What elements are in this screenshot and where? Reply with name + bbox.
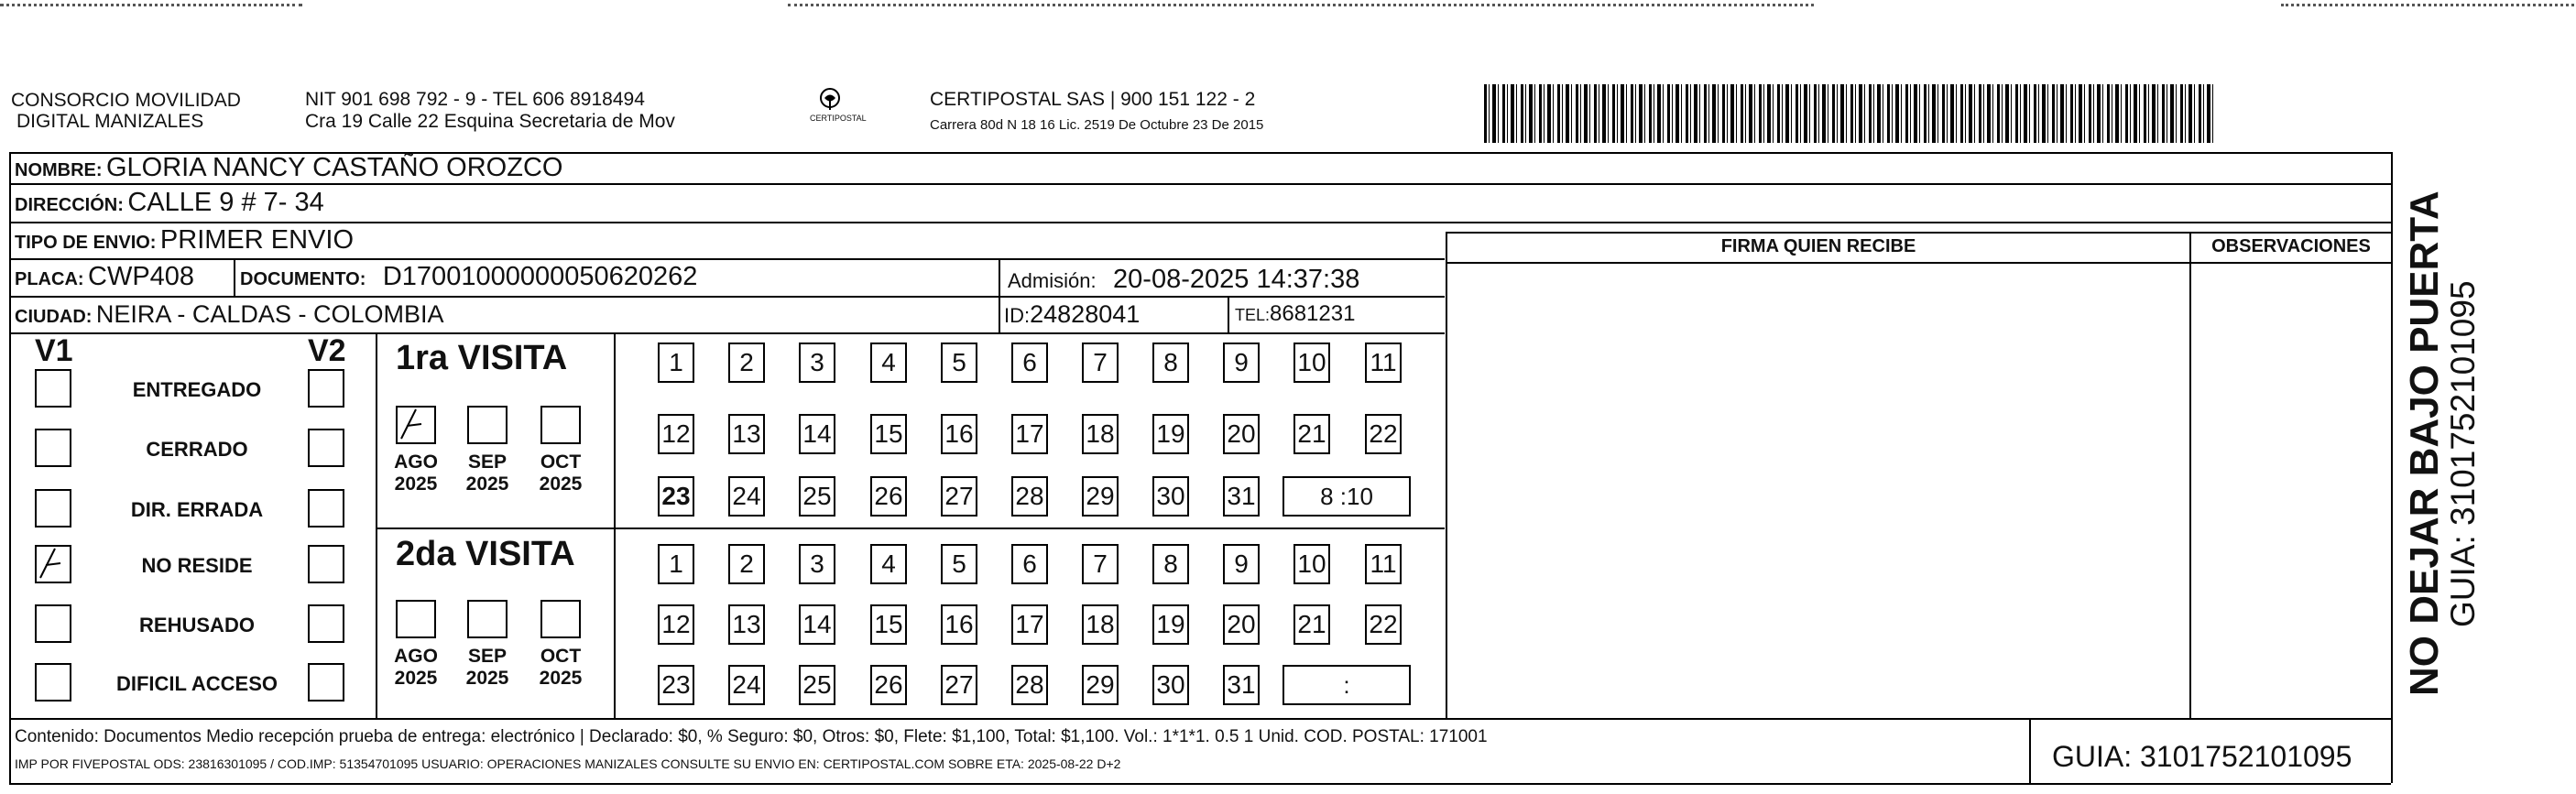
- day-box[interactable]: 23: [658, 476, 694, 517]
- day-box[interactable]: 5: [941, 343, 977, 383]
- perforation-left: [0, 4, 302, 6]
- logo-caption: CERTIPOSTAL: [810, 114, 867, 123]
- day-box[interactable]: 6: [1011, 544, 1048, 584]
- certipostal-logo-icon: [813, 88, 846, 110]
- v1-checkbox[interactable]: [35, 429, 71, 467]
- placa-divider: [234, 258, 235, 296]
- side-guia: GUIA: 3101752101095: [2444, 280, 2482, 627]
- contenido-line: Contenido: Documentos Medio recepción prueba de entrega: electrónico | Declarado: $0, % Seguro: $0, Otros: $0, Flete: $1,100, Total: $1,100. Vol.: 1*1*1. 0.5 1 Unid. COD. POSTAL: 171001: [15, 727, 1488, 746]
- day-box[interactable]: 8: [1152, 343, 1189, 383]
- carrier-line-2: Carrera 80d N 18 16 Lic. 2519 De Octubre 23 De 2015: [930, 117, 1264, 133]
- direccion-label: DIRECCIÓN:: [15, 195, 124, 215]
- day-box[interactable]: 26: [870, 476, 907, 517]
- v2-header: V2: [308, 333, 346, 368]
- frame-right: [2391, 152, 2393, 783]
- status-option-label: ENTREGADO: [132, 378, 262, 401]
- day-box[interactable]: 18: [1082, 414, 1119, 454]
- day-box[interactable]: 27: [941, 665, 977, 705]
- day-box[interactable]: 28: [1011, 665, 1048, 705]
- v1-checkbox[interactable]: [35, 369, 71, 408]
- day-box[interactable]: 20: [1223, 604, 1260, 645]
- documento-value: D17001000000050620262: [382, 262, 698, 291]
- day-box[interactable]: 4: [870, 343, 907, 383]
- v2-checkbox[interactable]: [308, 545, 344, 583]
- status-option-label: NO RESIDE: [141, 554, 253, 577]
- footer-top: [9, 718, 2391, 720]
- day-box[interactable]: 14: [799, 604, 835, 645]
- day-box[interactable]: 15: [870, 414, 907, 454]
- id-row: [1004, 299, 1140, 334]
- day-box[interactable]: 3: [799, 343, 835, 383]
- day-box[interactable]: 13: [728, 604, 765, 645]
- status-option-label: CERRADO: [146, 438, 248, 461]
- day-box[interactable]: 1: [658, 343, 694, 383]
- v1-checkbox[interactable]: [35, 545, 71, 583]
- day-box[interactable]: 29: [1082, 476, 1119, 517]
- ciudad-value: NEIRA - CALDAS - COLOMBIA: [95, 300, 444, 328]
- day-box[interactable]: 7: [1082, 343, 1119, 383]
- day-box[interactable]: 18: [1082, 604, 1119, 645]
- day-box[interactable]: 13: [728, 414, 765, 454]
- day-box[interactable]: 12: [658, 604, 694, 645]
- carrier-line-1: CERTIPOSTAL SAS | 900 151 122 - 2: [930, 89, 1256, 110]
- day-box[interactable]: 17: [1011, 604, 1048, 645]
- day-box[interactable]: 4: [870, 544, 907, 584]
- time-box[interactable]: 8 :10: [1283, 476, 1411, 517]
- v2-checkbox[interactable]: [308, 369, 344, 408]
- day-box[interactable]: 8: [1152, 544, 1189, 584]
- day-box[interactable]: 16: [941, 604, 977, 645]
- day-box[interactable]: 11: [1365, 544, 1402, 584]
- day-box[interactable]: 6: [1011, 343, 1048, 383]
- day-box[interactable]: 22: [1365, 414, 1402, 454]
- admision-value: 20-08-2025 14:37:38: [1113, 265, 1360, 294]
- signature-field[interactable]: [1449, 265, 2188, 716]
- day-box[interactable]: 24: [728, 476, 765, 517]
- documento-row: [240, 261, 697, 297]
- status-option-label: DIR. ERRADA: [130, 498, 264, 521]
- status-option-label: REHUSADO: [139, 614, 255, 636]
- footer-guia: GUIA: 3101752101095: [2052, 740, 2352, 773]
- day-box[interactable]: 3: [799, 544, 835, 584]
- nit-line: NIT 901 698 792 - 9 - TEL 606 8918494: [305, 89, 645, 110]
- v2-checkbox[interactable]: [308, 429, 344, 467]
- month-label: SEP 2025: [465, 451, 509, 495]
- day-box[interactable]: 2: [728, 544, 765, 584]
- month-label: OCT 2025: [539, 451, 583, 495]
- company-name-2: DIGITAL MANIZALES: [16, 111, 204, 132]
- day-box[interactable]: 7: [1082, 544, 1119, 584]
- day-box[interactable]: 15: [870, 604, 907, 645]
- day-box[interactable]: 23: [658, 665, 694, 705]
- day-box[interactable]: 19: [1152, 414, 1189, 454]
- month-label: AGO 2025: [394, 451, 438, 495]
- observaciones-field[interactable]: [2192, 265, 2389, 716]
- sig-left: [1446, 232, 1447, 718]
- ciudad-label: CIUDAD:: [15, 307, 93, 327]
- tel-value: 8681231: [1270, 301, 1356, 326]
- no-dejar-bajo-puerta: NO DEJAR BAJO PUERTA: [2402, 190, 2447, 696]
- tipo-label: TIPO DE ENVIO:: [15, 233, 157, 253]
- day-box[interactable]: 5: [941, 544, 977, 584]
- day-box[interactable]: 14: [799, 414, 835, 454]
- day-box[interactable]: 19: [1152, 604, 1189, 645]
- placa-label: PLACA:: [15, 269, 84, 289]
- day-box[interactable]: 21: [1293, 604, 1330, 645]
- visit2-title: 2da VISITA: [396, 535, 575, 573]
- day-box[interactable]: 11: [1365, 343, 1402, 383]
- day-box[interactable]: 20: [1223, 414, 1260, 454]
- perforation-middle: [788, 4, 1814, 6]
- day-box[interactable]: 9: [1223, 544, 1260, 584]
- month-label: OCT 2025: [539, 646, 583, 689]
- v1-checkbox[interactable]: [35, 604, 71, 643]
- day-box[interactable]: 31: [1223, 476, 1260, 517]
- v1-checkbox[interactable]: [35, 663, 71, 702]
- id-label: ID:: [1004, 304, 1031, 327]
- day-box[interactable]: 9: [1223, 343, 1260, 383]
- month-checkbox[interactable]: [396, 406, 436, 444]
- day-box[interactable]: 27: [941, 476, 977, 517]
- direccion-row: [15, 187, 324, 223]
- day-box[interactable]: 30: [1152, 476, 1189, 517]
- time-box[interactable]: :: [1283, 665, 1411, 705]
- day-box[interactable]: 21: [1293, 414, 1330, 454]
- frame-left: [9, 152, 11, 783]
- month-checkbox[interactable]: [540, 406, 581, 444]
- tel-label: TEL:: [1235, 306, 1271, 324]
- status-divider: [376, 332, 377, 718]
- company-name-1: CONSORCIO MOVILIDAD: [11, 90, 241, 111]
- admision-divider: [999, 258, 1000, 332]
- month-checkbox[interactable]: [467, 600, 508, 638]
- month-label: SEP 2025: [465, 646, 509, 689]
- day-box[interactable]: 25: [799, 665, 835, 705]
- nombre-row: [15, 152, 562, 188]
- id-value: 24828041: [1030, 300, 1141, 328]
- months-divider: [614, 332, 616, 718]
- day-box[interactable]: 26: [870, 665, 907, 705]
- day-box[interactable]: 31: [1223, 665, 1260, 705]
- day-box[interactable]: 25: [799, 476, 835, 517]
- day-box[interactable]: 28: [1011, 476, 1048, 517]
- v1-header: V1: [35, 333, 73, 368]
- month-checkbox[interactable]: [467, 406, 508, 444]
- month-checkbox[interactable]: [540, 600, 581, 638]
- imp-line: IMP POR FIVEPOSTAL ODS: 23816301095 / COD.IMP: 51354701095 USUARIO: OPERACIONES MANIZALES CONSULTE SU ENVIO EN: CERTIPOSTAL.COM SOBRE ETA: 2025-08-22 D+2: [15, 756, 1121, 771]
- firma-label: FIRMA QUIEN RECIBE: [1720, 236, 1916, 256]
- observaciones-label: OBSERVACIONES: [2211, 236, 2371, 256]
- day-box[interactable]: 30: [1152, 665, 1189, 705]
- day-box[interactable]: 29: [1082, 665, 1119, 705]
- v1-checkbox[interactable]: [35, 489, 71, 528]
- address-line: Cra 19 Calle 22 Esquina Secretaria de Mov: [305, 111, 675, 132]
- perforation-right: [2281, 4, 2574, 6]
- day-box[interactable]: 2: [728, 343, 765, 383]
- day-box[interactable]: 10: [1293, 343, 1330, 383]
- barcode: [1484, 84, 2217, 143]
- visit1-title: 1ra VISITA: [396, 339, 568, 377]
- frame-bottom: [9, 783, 2391, 785]
- tipo-value: PRIMER ENVIO: [159, 225, 355, 255]
- day-box[interactable]: 1: [658, 544, 694, 584]
- sig-header-top: [1447, 232, 2391, 234]
- obs-left: [2189, 232, 2191, 718]
- documento-label: DOCUMENTO:: [240, 269, 366, 289]
- sig-header-bottom: [1447, 262, 2391, 264]
- nombre-value: GLORIA NANCY CASTAÑO OROZCO: [106, 153, 563, 182]
- v2-checkbox[interactable]: [308, 663, 344, 702]
- status-option-label: DIFICIL ACCESO: [115, 672, 278, 695]
- direccion-value: CALLE 9 # 7- 34: [127, 188, 324, 217]
- day-box[interactable]: 12: [658, 414, 694, 454]
- month-checkbox[interactable]: [396, 600, 436, 638]
- tel-divider: [1228, 296, 1229, 332]
- month-label: AGO 2025: [394, 646, 438, 689]
- day-box[interactable]: 22: [1365, 604, 1402, 645]
- row-line-2: [9, 222, 2391, 223]
- tipo-row: [15, 224, 354, 260]
- footer-guia-divider: [2029, 718, 2031, 783]
- tel-row: [1235, 299, 1355, 332]
- day-box[interactable]: 16: [941, 414, 977, 454]
- admision-label: Admisión:: [1008, 269, 1097, 292]
- v2-checkbox[interactable]: [308, 604, 344, 643]
- placa-row: [15, 261, 194, 297]
- day-box[interactable]: 10: [1293, 544, 1330, 584]
- visit-separator: [376, 528, 1445, 529]
- admision-row: [1008, 264, 1359, 299]
- day-box[interactable]: 17: [1011, 414, 1048, 454]
- day-box[interactable]: 24: [728, 665, 765, 705]
- ciudad-row: [15, 299, 443, 334]
- placa-value: CWP408: [88, 262, 195, 291]
- nombre-label: NOMBRE:: [15, 160, 103, 180]
- v2-checkbox[interactable]: [308, 489, 344, 528]
